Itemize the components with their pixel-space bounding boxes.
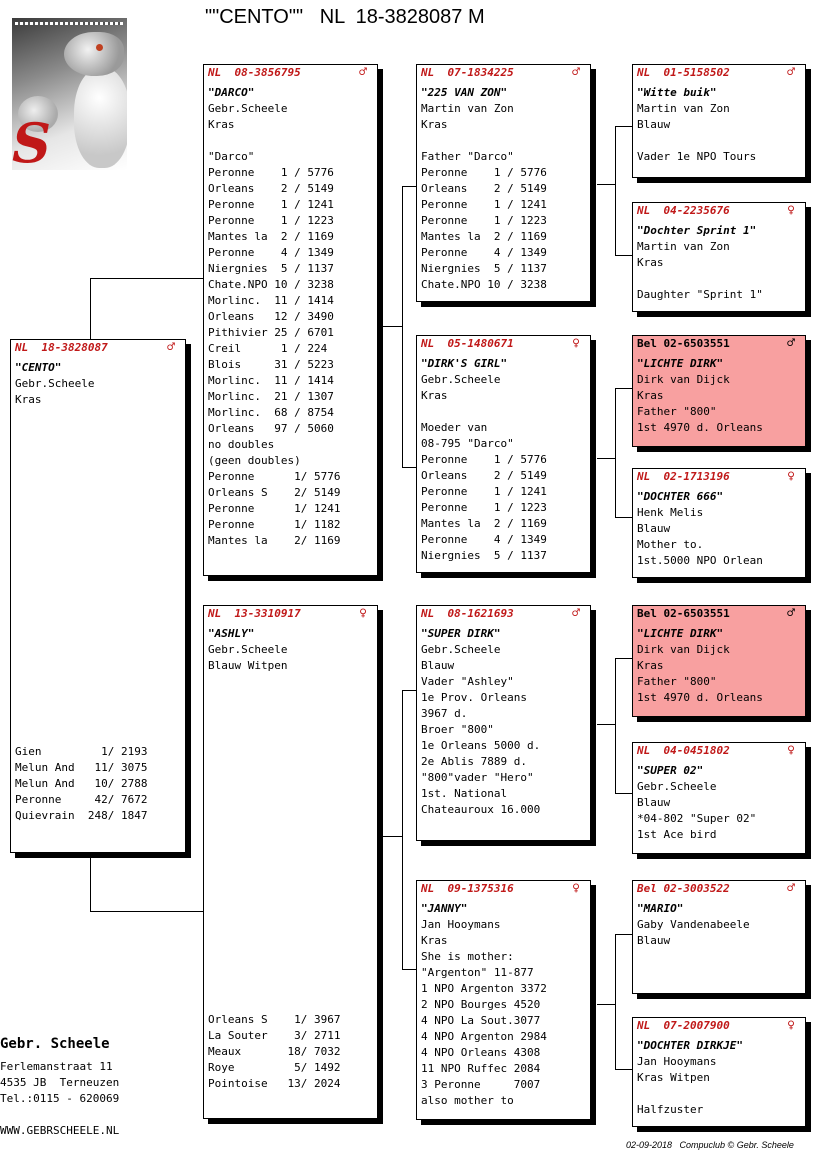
info-line: (geen doubles) — [208, 454, 301, 467]
info-line: Gebr.Scheele — [15, 377, 95, 390]
mother-father-card[interactable] — [416, 605, 591, 841]
info-line: Martin van Zon — [637, 240, 730, 253]
ring-number: NL 09-1375316 ♀ — [421, 881, 580, 896]
info-line: 1e Orleans 5000 d. — [421, 739, 541, 752]
result-line: Melun And 10/ 2788 — [15, 777, 148, 790]
main-bird-card[interactable] — [10, 339, 186, 853]
connector-line — [615, 934, 632, 935]
bird-name: "DIRK'S GIRL" — [421, 357, 508, 370]
info-line: Gebr.Scheele — [208, 102, 288, 115]
connector-line — [615, 1069, 632, 1070]
breeder-website: WWW.GEBRSCHEELE.NL — [0, 1124, 120, 1137]
connector-line — [597, 724, 615, 725]
result-line: Peronne 1 / 1223 — [421, 501, 547, 514]
male-sex-icon: ♂ — [787, 336, 795, 351]
info-line: Kras Witpen — [637, 1071, 710, 1084]
info-line: Vader 1e NPO Tours — [637, 150, 757, 163]
info-line: Blauw — [637, 522, 671, 535]
connector-line — [90, 911, 204, 912]
connector-line — [597, 1004, 615, 1005]
bird-name: "DOCHTER 666" — [637, 490, 724, 503]
info-line: Blauw — [421, 659, 455, 672]
result-line: Peronne 1 / 1241 — [421, 198, 547, 211]
female-sex-icon: ♀ — [787, 1018, 795, 1033]
ffm-card[interactable] — [632, 202, 806, 312]
connector-line — [382, 326, 402, 327]
info-line: Father "800" — [637, 675, 717, 688]
bird-name: "CENTO" — [15, 361, 62, 374]
male-sex-icon: ♂ — [572, 65, 580, 80]
connector-line — [615, 517, 632, 518]
info-line: "800"vader "Hero" — [421, 771, 534, 784]
info-line: no doubles — [208, 438, 275, 451]
father-mother-card[interactable] — [416, 335, 591, 573]
breeder-name: Gebr. Scheele — [0, 1036, 110, 1052]
result-line: Orleans 2 / 5149 — [421, 469, 547, 482]
female-sex-icon: ♀ — [787, 203, 795, 218]
father-card[interactable] — [203, 64, 378, 576]
info-line: 1st. National — [421, 787, 508, 800]
info-line: Kras — [637, 389, 664, 402]
connector-line — [382, 836, 402, 837]
info-line: 1st 4970 d. Orleans — [637, 421, 763, 434]
male-sex-icon: ♂ — [167, 340, 175, 355]
result-line: La Souter 3/ 2711 — [208, 1029, 341, 1042]
result-line: 2 NPO Bourges 4520 — [421, 998, 541, 1011]
result-line: Peronne 1 / 5776 — [421, 166, 547, 179]
female-sex-icon: ♀ — [787, 469, 795, 484]
ring-number: NL 07-2007900 ♀ — [637, 1018, 795, 1033]
info-line: Kras — [15, 393, 42, 406]
result-line: Quievrain 248/ 1847 — [15, 809, 148, 822]
ring-number: Bel 02-6503551 ♂ — [637, 606, 795, 621]
result-line: Peronne 1/ 5776 — [208, 470, 341, 483]
info-line: Father "800" — [637, 405, 717, 418]
pigeon-body-image — [74, 68, 127, 168]
info-line: also mother to — [421, 1094, 514, 1107]
mother-mother-card[interactable] — [416, 880, 591, 1120]
info-line: Vader "Ashley" — [421, 675, 514, 688]
connector-line — [615, 126, 616, 256]
info-line: Kras — [421, 934, 448, 947]
info-line — [417, 133, 590, 149]
connector-line — [402, 969, 417, 970]
info-line: *04-802 "Super 02" — [637, 812, 757, 825]
info-line: Gebr.Scheele — [208, 643, 288, 656]
info-line: Blauw Witpen — [208, 659, 288, 672]
fff-card[interactable] — [632, 64, 806, 178]
connector-line — [402, 690, 403, 970]
result-line: Peronne 1 / 1223 — [208, 214, 334, 227]
ring-number: NL 08-1621693 ♂ — [421, 606, 580, 621]
result-line: Pithivier 25 / 6701 — [208, 326, 334, 339]
pigeon-head-image — [64, 32, 124, 76]
info-line: 2e Ablis 7889 d. — [421, 755, 527, 768]
result-line: Orleans S 1/ 3967 — [208, 1013, 341, 1026]
result-line: Orleans S 2/ 5149 — [208, 486, 341, 499]
info-line: Blauw — [637, 934, 671, 947]
result-line: Mantes la 2 / 1169 — [421, 230, 547, 243]
info-line: Kras — [637, 659, 664, 672]
fmm-card[interactable] — [632, 468, 806, 578]
result-line: Roye 5/ 1492 — [208, 1061, 341, 1074]
print-credit: 02-09-2018 Compuclub © Gebr. Scheele — [626, 1140, 794, 1150]
result-line: Morlinc. 11 / 1414 — [208, 374, 334, 387]
result-line: Blois 31 / 5223 — [208, 358, 334, 371]
result-line: 4 NPO Orleans 4308 — [421, 1046, 541, 1059]
ring-number: NL 04-0451802 ♀ — [637, 743, 795, 758]
breeder-city: 4535 JB Terneuzen — [0, 1076, 120, 1089]
connector-line — [615, 658, 632, 659]
result-line: Peronne 4 / 1349 — [421, 533, 547, 546]
info-line: Broer "800" — [421, 723, 494, 736]
info-line: Dirk van Dijck — [637, 643, 730, 656]
info-line: Kras — [421, 118, 448, 131]
male-sex-icon: ♂ — [787, 606, 795, 621]
result-line: 1 NPO Argenton 3372 — [421, 982, 547, 995]
result-line: Mantes la 2 / 1169 — [421, 517, 547, 530]
mff-card[interactable] — [632, 605, 806, 717]
ring-number: NL 05-1480671 ♀ — [421, 336, 580, 351]
info-line: 1st Ace bird — [637, 828, 717, 841]
info-line: Martin van Zon — [637, 102, 730, 115]
female-sex-icon: ♀ — [572, 336, 580, 351]
info-line — [417, 404, 590, 420]
info-line: Jan Hooymans — [637, 1055, 717, 1068]
info-line — [204, 133, 377, 149]
bird-name: "SUPER 02" — [637, 764, 704, 777]
info-line: 1st 4970 d. Orleans — [637, 691, 763, 704]
info-line: Daughter "Sprint 1" — [637, 288, 763, 301]
result-line: Orleans 2 / 5149 — [208, 182, 334, 195]
result-line: Niergnies 5 / 1137 — [421, 262, 547, 275]
info-line: Father "Darco" — [421, 150, 514, 163]
info-line: Blauw — [637, 796, 671, 809]
bird-name: "LICHTE DIRK" — [637, 627, 724, 640]
connector-line — [90, 852, 91, 912]
connector-line — [597, 184, 615, 185]
info-line: 3967 d. — [421, 707, 468, 720]
result-line: Peronne 1 / 1241 — [421, 485, 547, 498]
result-line: Peronne 4 / 1349 — [208, 246, 334, 259]
ring-number: Bel 02-6503551 ♂ — [637, 336, 795, 351]
mfm-card[interactable] — [632, 742, 806, 854]
result-line: Pointoise 13/ 2024 — [208, 1077, 341, 1090]
connector-line — [615, 388, 616, 518]
female-sex-icon: ♀ — [359, 606, 367, 621]
bird-name: "MARIO" — [637, 902, 684, 915]
result-line: Orleans 12 / 3490 — [208, 310, 334, 323]
result-line: 11 NPO Ruffec 2084 — [421, 1062, 541, 1075]
male-sex-icon: ♂ — [787, 881, 795, 896]
bird-name: "DARCO" — [208, 86, 255, 99]
ring-number: NL 08-3856795 ♂ — [208, 65, 367, 80]
bird-name: "Dochter Sprint 1" — [637, 224, 757, 237]
info-line: Moeder van — [421, 421, 488, 434]
result-line: Peronne 1 / 5776 — [421, 453, 547, 466]
info-line: Dirk van Dijck — [637, 373, 730, 386]
result-line: Chate.NPO 10 / 3238 — [208, 278, 334, 291]
connector-line — [402, 186, 403, 468]
connector-line — [615, 934, 616, 1070]
bird-name: "LICHTE DIRK" — [637, 357, 724, 370]
result-line: Melun And 11/ 3075 — [15, 761, 148, 774]
info-line: Kras — [208, 118, 235, 131]
result-line: Peronne 1 / 5776 — [208, 166, 334, 179]
bird-name: "SUPER DIRK" — [421, 627, 501, 640]
connector-line — [615, 388, 632, 389]
info-line: Blauw — [637, 118, 671, 131]
pigeon-eye — [96, 44, 103, 51]
info-line: Mother to. — [637, 538, 704, 551]
result-line: 4 NPO La Sout.3077 — [421, 1014, 541, 1027]
info-line: 1st.5000 NPO Orlean — [637, 554, 763, 567]
result-line: Creil 1 / 224 — [208, 342, 328, 355]
ring-number: NL 07-1834225 ♂ — [421, 65, 580, 80]
result-line: Peronne 1 / 1241 — [208, 198, 334, 211]
ring-number: NL 18-3828087 ♂ — [15, 340, 175, 355]
page-title: ""CENTO"" NL 18-3828087 M — [205, 6, 485, 28]
mmm-card[interactable] — [632, 1017, 806, 1127]
ring-number: NL 02-1713196 ♀ — [637, 469, 795, 484]
ring-number: NL 04-2235676 ♀ — [637, 203, 795, 218]
info-line: 1e Prov. Orleans — [421, 691, 527, 704]
info-line: Kras — [637, 256, 664, 269]
info-line: Gebr.Scheele — [421, 373, 501, 386]
info-line: Martin van Zon — [421, 102, 514, 115]
result-line: Mantes la 2 / 1169 — [208, 230, 334, 243]
connector-line — [402, 186, 417, 187]
info-line: She is mother: — [421, 950, 514, 963]
result-line: 4 NPO Argenton 2984 — [421, 1030, 547, 1043]
bird-name: "ASHLY" — [208, 627, 255, 640]
result-line: Peronne 1 / 1223 — [421, 214, 547, 227]
result-line: Niergnies 5 / 1137 — [208, 262, 334, 275]
info-line: Henk Melis — [637, 506, 704, 519]
info-line: Jan Hooymans — [421, 918, 501, 931]
connector-line — [90, 278, 204, 279]
connector-line — [597, 458, 615, 459]
mother-card[interactable] — [203, 605, 378, 1119]
loft-logo — [12, 18, 127, 170]
connector-line — [90, 278, 91, 340]
info-line: "Argenton" 11-877 — [421, 966, 534, 979]
connector-line — [615, 658, 616, 794]
result-line: Orleans 97 / 5060 — [208, 422, 334, 435]
result-line: Peronne 1/ 1241 — [208, 502, 341, 515]
male-sex-icon: ♂ — [572, 606, 580, 621]
male-sex-icon: ♂ — [359, 65, 367, 80]
result-line: Mantes la 2/ 1169 — [208, 534, 341, 547]
result-line: 3 Peronne 7007 — [421, 1078, 541, 1091]
ring-number: NL 01-5158502 ♂ — [637, 65, 795, 80]
result-line: Niergnies 5 / 1137 — [421, 549, 547, 562]
female-sex-icon: ♀ — [787, 743, 795, 758]
info-line — [633, 1086, 805, 1102]
bird-name: "DOCHTER DIRKJE" — [637, 1039, 743, 1052]
result-line: Morlinc. 21 / 1307 — [208, 390, 334, 403]
female-sex-icon: ♀ — [572, 881, 580, 896]
result-line: Peronne 1/ 1182 — [208, 518, 341, 531]
info-line: Kras — [421, 389, 448, 402]
info-line: "Darco" — [208, 150, 255, 163]
info-line: Gebr.Scheele — [421, 643, 501, 656]
result-line: Orleans 2 / 5149 — [421, 182, 547, 195]
bird-name: "Witte buik" — [637, 86, 717, 99]
info-line: Gebr.Scheele — [637, 780, 717, 793]
info-line — [633, 271, 805, 287]
breeder-address: Ferlemanstraat 11 — [0, 1060, 113, 1073]
ring-number: Bel 02-3003522 ♂ — [637, 881, 795, 896]
father-father-card[interactable] — [416, 64, 591, 302]
connector-line — [615, 793, 632, 794]
result-line: Gien 1/ 2193 — [15, 745, 148, 758]
connector-line — [402, 467, 417, 468]
info-line — [633, 133, 805, 149]
result-line: Morlinc. 68 / 8754 — [208, 406, 334, 419]
result-line: Chate.NPO 10 / 3238 — [421, 278, 547, 291]
info-line: 08-795 "Darco" — [421, 437, 514, 450]
connector-line — [402, 690, 417, 691]
logo-s-letter: S — [12, 111, 51, 170]
info-line: Gaby Vandenabeele — [637, 918, 750, 931]
fmf-card[interactable] — [632, 335, 806, 447]
male-sex-icon: ♂ — [787, 65, 795, 80]
ring-number: NL 13-3310917 ♀ — [208, 606, 367, 621]
logo-strip — [15, 22, 123, 25]
result-line: Morlinc. 11 / 1414 — [208, 294, 334, 307]
breeder-phone: Tel.:0115 - 620069 — [0, 1092, 120, 1105]
result-line: Peronne 42/ 7672 — [15, 793, 148, 806]
result-line: Meaux 18/ 7032 — [208, 1045, 341, 1058]
bird-name: "JANNY" — [421, 902, 468, 915]
info-line: Halfzuster — [637, 1103, 704, 1116]
connector-line — [615, 126, 632, 127]
bird-name: "225 VAN ZON" — [421, 86, 508, 99]
connector-line — [615, 255, 632, 256]
mmf-card[interactable] — [632, 880, 806, 994]
result-line: Peronne 4 / 1349 — [421, 246, 547, 259]
info-line: Chateauroux 16.000 — [421, 803, 541, 816]
